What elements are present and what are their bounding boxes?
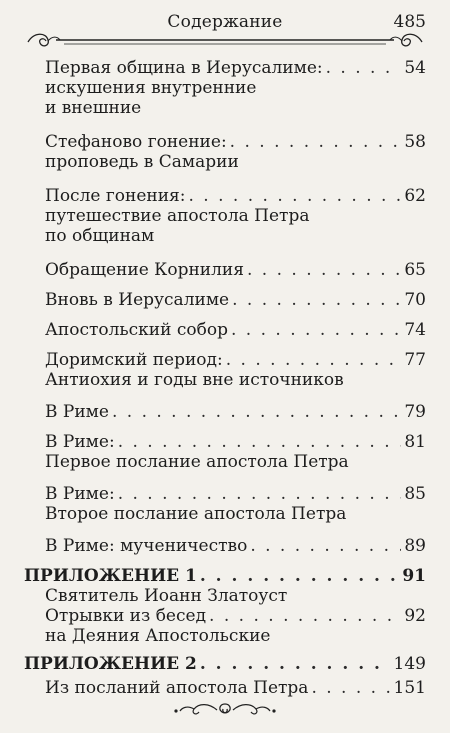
dot-leader [250,536,401,556]
dot-leader [326,58,402,78]
entry-subtitle: проповедь в Самарии [45,152,239,172]
entry-label: В Риме: [45,432,115,452]
dot-leader [112,402,401,422]
entry-subtitle: Первое послание апостола Петра [45,452,349,472]
entry-label: Доримский период: [45,350,223,370]
entry-page: 77 [404,350,426,370]
dot-leader [118,484,402,504]
entry-page: 81 [404,432,426,452]
entry-page: 92 [404,606,426,626]
dot-leader [232,290,401,310]
entry-label: Вновь в Иерусалиме [45,290,230,310]
dot-leader [200,654,391,674]
entry-page: 91 [402,566,426,586]
page-title: Содержание [167,12,283,32]
dot-leader [200,566,399,586]
entry-subtitle: Второе послание апостола Петра [45,504,347,524]
dot-leader [311,678,390,698]
entry-label: Отрывки из бесед [45,606,207,626]
ornament-divider-top-icon [24,32,426,52]
entry-subtitle: по общинам [45,226,155,246]
entry-subtitle: путешествие апостола Петра [45,206,310,226]
entry-page: 151 [393,678,426,698]
entry-label: Стефаново гонение: [45,132,227,152]
entry-subtitle: искушения внутренние [45,78,257,98]
entry-page: 62 [404,186,426,206]
entry-page: 54 [404,58,426,78]
dot-leader [118,432,402,452]
dot-leader [231,320,401,340]
ornament-divider-bottom-icon [24,700,426,720]
entry-page: 85 [404,484,426,504]
entry-page: 58 [404,132,426,152]
entry-label: Апостольский собор [45,320,228,340]
dot-leader [226,350,402,370]
entry-label: Из посланий апостола Петра [45,678,309,698]
entry-label: Первая община в Иерусалиме: [45,58,323,78]
entry-page: 74 [404,320,426,340]
dot-leader [189,186,402,206]
entry-label: В Риме: мученичество [45,536,248,556]
dot-leader [209,606,401,626]
dot-leader [230,132,402,152]
entry-label: Обращение Корнилия [45,260,244,280]
entry-subtitle: на Деяния Апостольские [45,626,271,646]
entry-subtitle: Антиохия и годы вне источников [45,370,344,390]
running-header [0,10,450,34]
entry-label: В Риме [45,402,109,422]
entry-label: После гонения: [45,186,186,206]
entry-page: 70 [404,290,426,310]
entry-subtitle: и внешние [45,98,142,118]
entry-page: 89 [404,536,426,556]
entry-page: 79 [404,402,426,422]
entry-page: 149 [393,654,426,674]
dot-leader [247,260,401,280]
entry-page: 65 [404,260,426,280]
entry-label: В Риме: [45,484,115,504]
page-number: 485 [393,12,426,32]
entry-label: ПРИЛОЖЕНИЕ 2 [24,654,197,674]
entry-subtitle: Святитель Иоанн Златоуст [45,586,288,606]
entry-label: ПРИЛОЖЕНИЕ 1 [24,566,197,586]
